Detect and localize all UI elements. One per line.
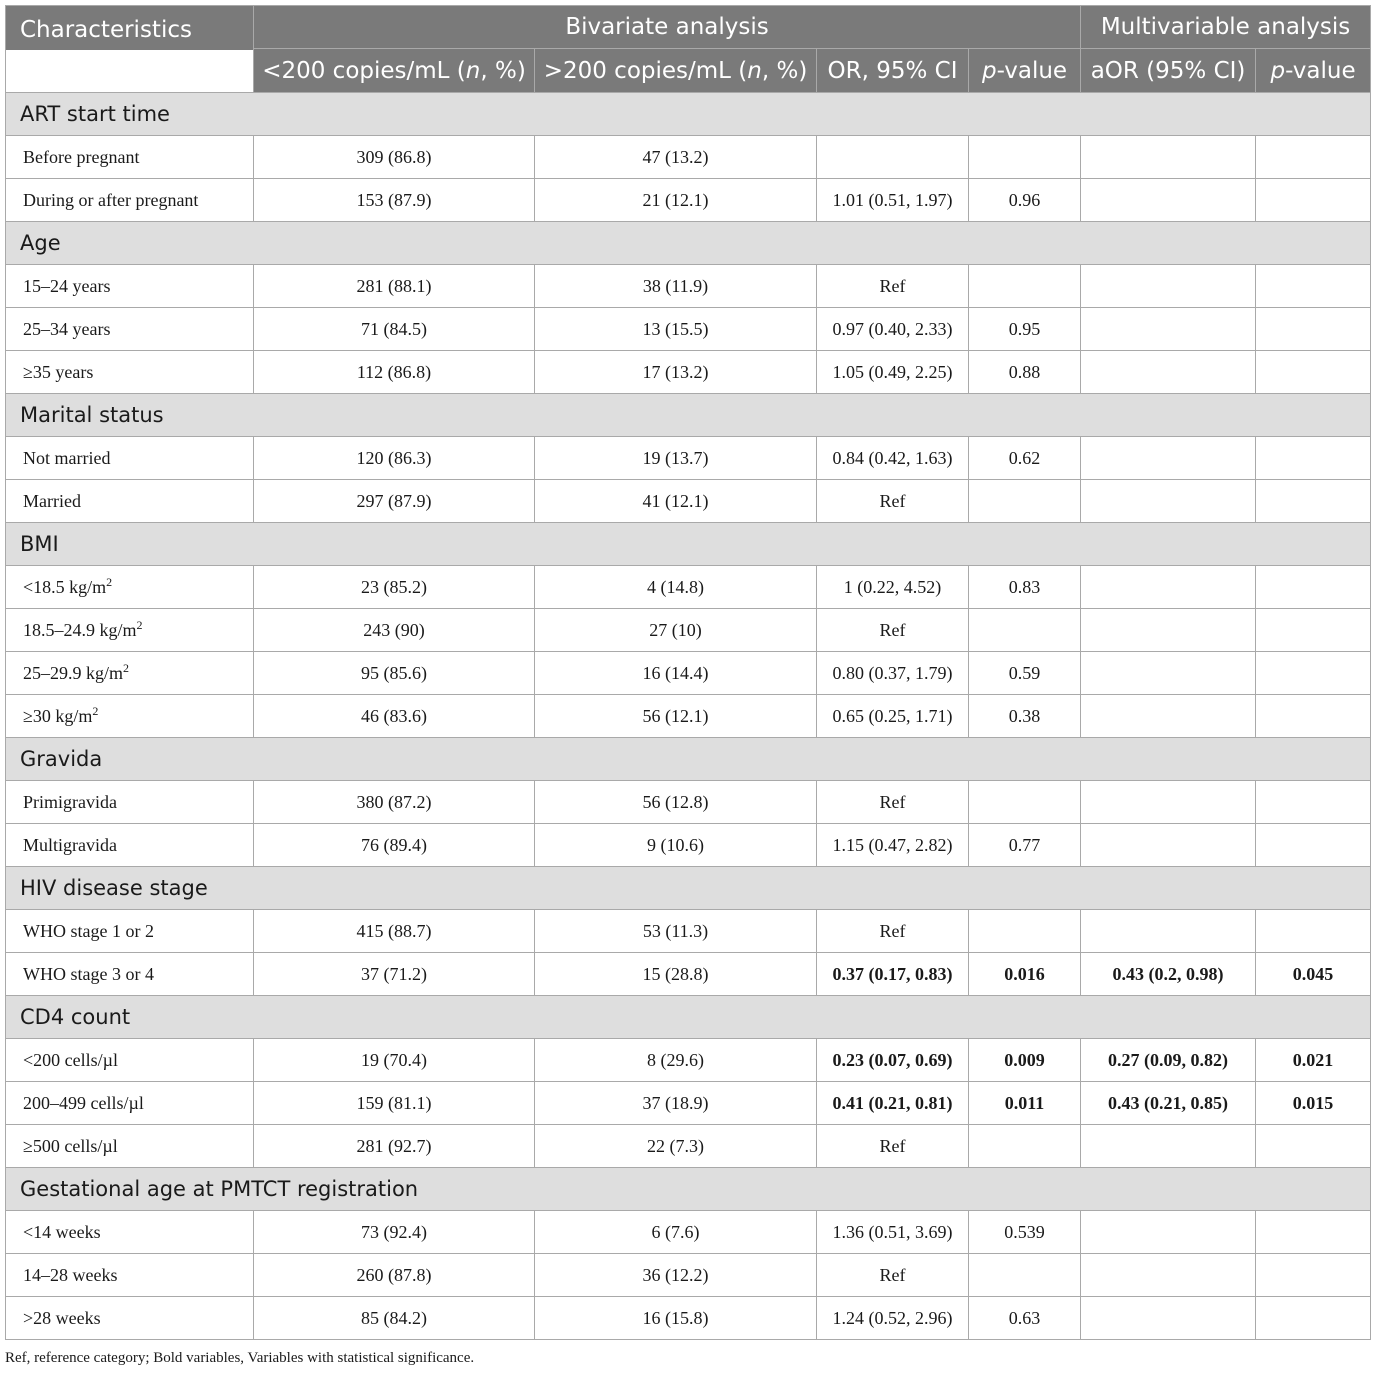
cell-pvalue: 0.016	[969, 953, 1081, 996]
cell-aor	[1081, 1125, 1256, 1168]
table-row	[6, 1125, 1371, 1168]
row-label-text: 200–499 cells/µl	[23, 1092, 144, 1113]
cell-aor	[1081, 1211, 1256, 1254]
cell-lt200: 243 (90)	[254, 609, 535, 652]
row-label	[6, 437, 254, 480]
cell-aor	[1081, 1297, 1256, 1340]
table-row	[6, 781, 1371, 824]
table-row	[6, 437, 1371, 480]
row-label-text: WHO stage 3 or 4	[23, 963, 154, 984]
cell-aor: 0.27 (0.09, 0.82)	[1081, 1039, 1256, 1082]
cell-or	[817, 136, 969, 179]
cell-lt200: 380 (87.2)	[254, 781, 535, 824]
cell-aor	[1081, 351, 1256, 394]
row-label-text: <18.5 kg/m	[23, 576, 107, 597]
section-row	[6, 1168, 1371, 1211]
cell-or: 0.37 (0.17, 0.83)	[817, 953, 969, 996]
row-label-text: Married	[23, 490, 81, 511]
cell-adj-pvalue	[1256, 609, 1371, 652]
cell-gt200: 56 (12.8)	[535, 781, 817, 824]
header-pvalue: p-value	[969, 49, 1081, 93]
cell-adj-pvalue	[1256, 351, 1371, 394]
cell-pvalue: 0.88	[969, 351, 1081, 394]
table-header	[6, 6, 1371, 93]
cell-adj-pvalue: 0.021	[1256, 1039, 1371, 1082]
cell-or: 1.01 (0.51, 1.97)	[817, 179, 969, 222]
row-label	[6, 136, 254, 179]
cell-gt200: 41 (12.1)	[535, 480, 817, 523]
cell-lt200: 415 (88.7)	[254, 910, 535, 953]
cell-pvalue: 0.96	[969, 179, 1081, 222]
cell-adj-pvalue	[1256, 781, 1371, 824]
cell-pvalue	[969, 1254, 1081, 1297]
cell-or: 1.24 (0.52, 2.96)	[817, 1297, 969, 1340]
row-label-text: 14–28 weeks	[23, 1264, 118, 1285]
table-row	[6, 308, 1371, 351]
cell-aor	[1081, 652, 1256, 695]
cell-or: Ref	[817, 1254, 969, 1297]
header-aor: aOR (95% CI)	[1081, 49, 1256, 93]
header-lt200: <200 copies/mL (n, %)	[254, 49, 535, 93]
table-row	[6, 1211, 1371, 1254]
cell-adj-pvalue	[1256, 480, 1371, 523]
row-label-text: Primigravida	[23, 791, 117, 812]
cell-or: 0.41 (0.21, 0.81)	[817, 1082, 969, 1125]
row-label	[6, 1125, 254, 1168]
cell-lt200: 46 (83.6)	[254, 695, 535, 738]
cell-lt200: 153 (87.9)	[254, 179, 535, 222]
section-row	[6, 738, 1371, 781]
cell-lt200: 37 (71.2)	[254, 953, 535, 996]
cell-pvalue	[969, 609, 1081, 652]
row-label-text: 25–29.9 kg/m	[23, 662, 124, 683]
cell-gt200: 13 (15.5)	[535, 308, 817, 351]
table-row	[6, 1082, 1371, 1125]
row-label	[6, 609, 254, 652]
row-label-text: ≥35 years	[23, 361, 94, 382]
row-label-text: WHO stage 1 or 2	[23, 920, 154, 941]
cell-lt200: 73 (92.4)	[254, 1211, 535, 1254]
cell-lt200: 159 (81.1)	[254, 1082, 535, 1125]
cell-or: 1.15 (0.47, 2.82)	[817, 824, 969, 867]
cell-adj-pvalue	[1256, 437, 1371, 480]
row-label-text: Before pregnant	[23, 146, 140, 167]
section-row	[6, 996, 1371, 1039]
header-characteristics: Characteristics	[6, 7, 254, 51]
cell-gt200: 53 (11.3)	[535, 910, 817, 953]
section-title: ART start time	[6, 93, 1371, 136]
table-row	[6, 1297, 1371, 1340]
cell-lt200: 120 (86.3)	[254, 437, 535, 480]
section-title: CD4 count	[6, 996, 1371, 1039]
section-row	[6, 394, 1371, 437]
cell-aor	[1081, 437, 1256, 480]
row-label	[6, 265, 254, 308]
cell-or: Ref	[817, 609, 969, 652]
cell-pvalue: 0.539	[969, 1211, 1081, 1254]
row-label	[6, 351, 254, 394]
cell-or: Ref	[817, 480, 969, 523]
cell-pvalue	[969, 136, 1081, 179]
table-body	[6, 93, 1371, 1340]
table-row	[6, 695, 1371, 738]
row-label-text: >28 weeks	[23, 1307, 101, 1328]
cell-or: 1.36 (0.51, 3.69)	[817, 1211, 969, 1254]
unit-superscript: 2	[92, 703, 99, 718]
cell-or: 0.65 (0.25, 1.71)	[817, 695, 969, 738]
results-table	[5, 5, 1371, 1340]
table-row	[6, 480, 1371, 523]
header-gt200: >200 copies/mL (n, %)	[535, 49, 817, 93]
row-label-text: <14 weeks	[23, 1221, 101, 1242]
cell-aor	[1081, 136, 1256, 179]
row-label	[6, 179, 254, 222]
cell-or: 0.80 (0.37, 1.79)	[817, 652, 969, 695]
cell-lt200: 281 (92.7)	[254, 1125, 535, 1168]
cell-adj-pvalue	[1256, 136, 1371, 179]
cell-adj-pvalue	[1256, 652, 1371, 695]
unit-superscript: 2	[123, 660, 130, 675]
cell-gt200: 8 (29.6)	[535, 1039, 817, 1082]
section-title: HIV disease stage	[6, 867, 1371, 910]
row-label	[6, 480, 254, 523]
cell-aor	[1081, 609, 1256, 652]
cell-adj-pvalue	[1256, 1125, 1371, 1168]
cell-adj-pvalue	[1256, 179, 1371, 222]
cell-pvalue: 0.009	[969, 1039, 1081, 1082]
cell-or: 1.05 (0.49, 2.25)	[817, 351, 969, 394]
unit-superscript: 2	[136, 617, 143, 632]
cell-lt200: 297 (87.9)	[254, 480, 535, 523]
cell-pvalue: 0.38	[969, 695, 1081, 738]
table-row	[6, 1254, 1371, 1297]
cell-or: Ref	[817, 1125, 969, 1168]
cell-lt200: 85 (84.2)	[254, 1297, 535, 1340]
row-label	[6, 1297, 254, 1340]
cell-lt200: 112 (86.8)	[254, 351, 535, 394]
row-label	[6, 910, 254, 953]
cell-lt200: 19 (70.4)	[254, 1039, 535, 1082]
cell-adj-pvalue	[1256, 1254, 1371, 1297]
cell-pvalue: 0.59	[969, 652, 1081, 695]
cell-gt200: 6 (7.6)	[535, 1211, 817, 1254]
section-row	[6, 523, 1371, 566]
section-title: Gravida	[6, 738, 1371, 781]
row-label	[6, 1039, 254, 1082]
unit-superscript: 2	[106, 574, 113, 589]
cell-pvalue	[969, 781, 1081, 824]
section-title: Gestational age at PMTCT registration	[6, 1168, 1371, 1211]
cell-adj-pvalue	[1256, 265, 1371, 308]
row-label-text: <200 cells/µl	[23, 1049, 119, 1070]
section-title: Age	[6, 222, 1371, 265]
cell-aor: 0.43 (0.2, 0.98)	[1081, 953, 1256, 996]
cell-gt200: 27 (10)	[535, 609, 817, 652]
table-row	[6, 652, 1371, 695]
cell-gt200: 16 (15.8)	[535, 1297, 817, 1340]
cell-aor	[1081, 480, 1256, 523]
row-label	[6, 566, 254, 609]
cell-pvalue: 0.62	[969, 437, 1081, 480]
cell-lt200: 71 (84.5)	[254, 308, 535, 351]
cell-gt200: 16 (14.4)	[535, 652, 817, 695]
table-row	[6, 824, 1371, 867]
row-label-text: ≥30 kg/m	[23, 705, 93, 726]
cell-or: 0.97 (0.40, 2.33)	[817, 308, 969, 351]
cell-aor	[1081, 695, 1256, 738]
cell-gt200: 38 (11.9)	[535, 265, 817, 308]
header-multivariable: Multivariable analysis	[1081, 6, 1371, 49]
cell-aor: 0.43 (0.21, 0.85)	[1081, 1082, 1256, 1125]
cell-pvalue: 0.95	[969, 308, 1081, 351]
table-row	[6, 953, 1371, 996]
table-row	[6, 179, 1371, 222]
cell-pvalue: 0.83	[969, 566, 1081, 609]
cell-gt200: 37 (18.9)	[535, 1082, 817, 1125]
cell-or: Ref	[817, 781, 969, 824]
cell-adj-pvalue	[1256, 1211, 1371, 1254]
cell-aor	[1081, 824, 1256, 867]
cell-aor	[1081, 781, 1256, 824]
cell-pvalue	[969, 910, 1081, 953]
cell-adj-pvalue	[1256, 1297, 1371, 1340]
cell-gt200: 21 (12.1)	[535, 179, 817, 222]
cell-aor	[1081, 910, 1256, 953]
section-title: Marital status	[6, 394, 1371, 437]
header-adj-pvalue: p-value	[1256, 49, 1371, 93]
cell-or: Ref	[817, 265, 969, 308]
row-label	[6, 824, 254, 867]
row-label	[6, 781, 254, 824]
table-row	[6, 1039, 1371, 1082]
row-label	[6, 1082, 254, 1125]
row-label-text: Not married	[23, 447, 111, 468]
table-footnote: Ref, reference category; Bold variables, Variables with statistical significance.	[5, 1350, 475, 1366]
cell-adj-pvalue	[1256, 910, 1371, 953]
cell-pvalue: 0.011	[969, 1082, 1081, 1125]
cell-or: 0.23 (0.07, 0.69)	[817, 1039, 969, 1082]
cell-adj-pvalue	[1256, 695, 1371, 738]
cell-pvalue	[969, 265, 1081, 308]
cell-lt200: 281 (88.1)	[254, 265, 535, 308]
table-row	[6, 265, 1371, 308]
row-label-text: 15–24 years	[23, 275, 111, 296]
row-label-text: ≥500 cells/µl	[23, 1135, 118, 1156]
section-row	[6, 222, 1371, 265]
cell-adj-pvalue	[1256, 566, 1371, 609]
table-row	[6, 609, 1371, 652]
cell-gt200: 17 (13.2)	[535, 351, 817, 394]
cell-lt200: 309 (86.8)	[254, 136, 535, 179]
cell-gt200: 19 (13.7)	[535, 437, 817, 480]
header-or: OR, 95% CI	[817, 49, 969, 93]
row-label	[6, 1254, 254, 1297]
row-label	[6, 695, 254, 738]
cell-pvalue	[969, 1125, 1081, 1168]
cell-gt200: 22 (7.3)	[535, 1125, 817, 1168]
section-row	[6, 867, 1371, 910]
table-row	[6, 910, 1371, 953]
row-label	[6, 1211, 254, 1254]
cell-pvalue	[969, 480, 1081, 523]
cell-adj-pvalue: 0.015	[1256, 1082, 1371, 1125]
cell-gt200: 15 (28.8)	[535, 953, 817, 996]
cell-gt200: 47 (13.2)	[535, 136, 817, 179]
cell-adj-pvalue: 0.045	[1256, 953, 1371, 996]
cell-aor	[1081, 179, 1256, 222]
cell-lt200: 95 (85.6)	[254, 652, 535, 695]
cell-aor	[1081, 308, 1256, 351]
cell-adj-pvalue	[1256, 824, 1371, 867]
row-label-text: During or after pregnant	[23, 189, 199, 210]
row-label	[6, 652, 254, 695]
cell-lt200: 260 (87.8)	[254, 1254, 535, 1297]
cell-pvalue: 0.63	[969, 1297, 1081, 1340]
cell-aor	[1081, 566, 1256, 609]
cell-pvalue: 0.77	[969, 824, 1081, 867]
table-row	[6, 136, 1371, 179]
cell-gt200: 36 (12.2)	[535, 1254, 817, 1297]
cell-adj-pvalue	[1256, 308, 1371, 351]
row-label-text: 25–34 years	[23, 318, 111, 339]
row-label	[6, 953, 254, 996]
cell-aor	[1081, 1254, 1256, 1297]
cell-lt200: 23 (85.2)	[254, 566, 535, 609]
table-row	[6, 566, 1371, 609]
header-bivariate: Bivariate analysis	[254, 6, 1081, 49]
row-label-text: 18.5–24.9 kg/m	[23, 619, 137, 640]
cell-gt200: 56 (12.1)	[535, 695, 817, 738]
cell-or: 1 (0.22, 4.52)	[817, 566, 969, 609]
row-label-text: Multigravida	[23, 834, 117, 855]
cell-gt200: 9 (10.6)	[535, 824, 817, 867]
table-row	[6, 351, 1371, 394]
cell-lt200: 76 (89.4)	[254, 824, 535, 867]
cell-or: 0.84 (0.42, 1.63)	[817, 437, 969, 480]
cell-or: Ref	[817, 910, 969, 953]
row-label	[6, 308, 254, 351]
section-row	[6, 93, 1371, 136]
section-title: BMI	[6, 523, 1371, 566]
cell-aor	[1081, 265, 1256, 308]
cell-gt200: 4 (14.8)	[535, 566, 817, 609]
